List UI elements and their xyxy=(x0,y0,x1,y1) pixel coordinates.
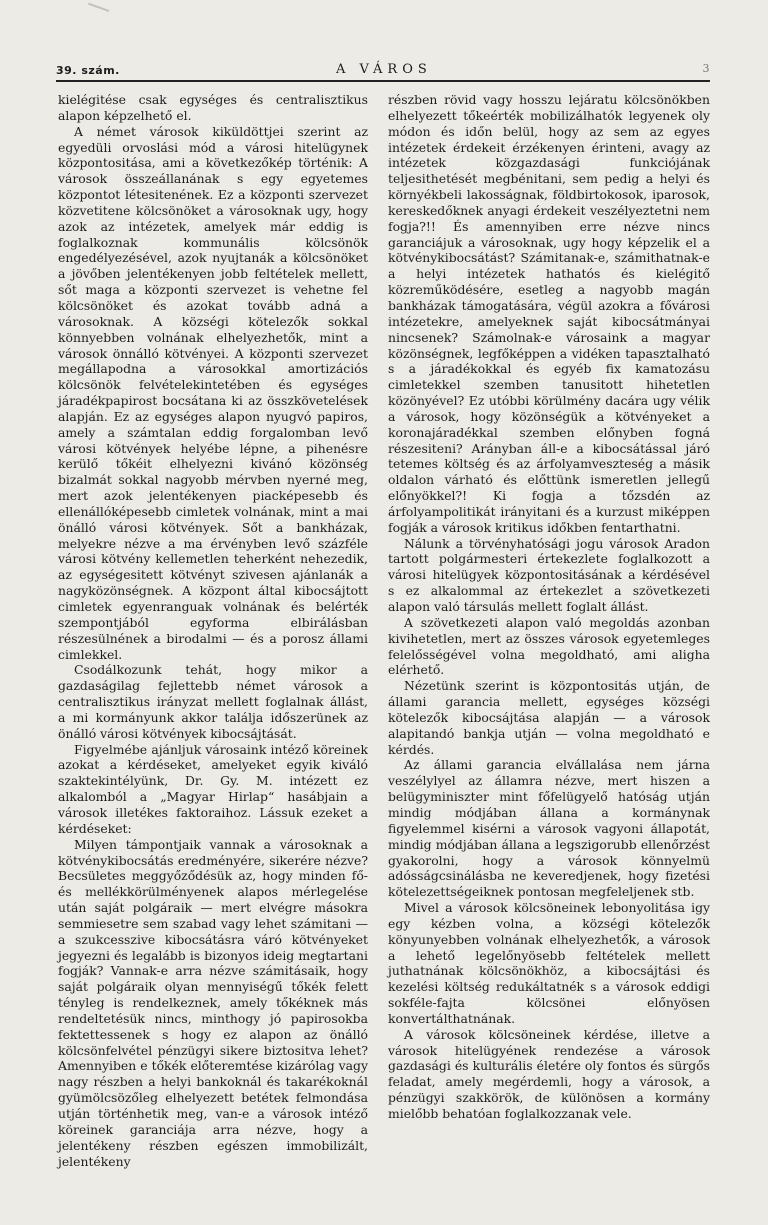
paragraph: Csodálkozunk tehát, hogy mikor a gazdaságilag fejlettebb német városok a centralisztikus irányzat mellett foglalnak állást, a mi kormányunk akkor találja időszerünek az önálló városi kötvények kibocsájtását. xyxy=(58,662,368,741)
paragraph: Figyelmébe ajánljuk városaink intéző köreinek azokat a kérdéseket, amelyeket egyik kiváló szaktekintélyünk, Dr. Gy. M. intézett ez alkalomból a „Magyar Hirlap“ hasábjain a városok illetékes faktoraihoz. Lássuk ezeket a kérdéseket: xyxy=(58,741,368,836)
paragraph: Nálunk a törvényhatósági jogu városok Aradon tartott polgármesteri értekezlete foglalkozott a városi hitelügyek központositásának a kérdésével s ez alkalommal az értekezlet a szövetkezeti alapon való társulás mellett foglalt állást. xyxy=(388,535,710,614)
paragraph: kielégitése csak egységes és centralisztikus alapon képzelhető el. xyxy=(58,92,368,123)
paragraph: A városok kölcsöneinek kérdése, illetve a városok hitelügyének rendezése a városok gazdasági és kulturális életére oly fontos és sürgős feladat, amely megérdemli, hogy a városok, a pénzügyi szakkörök, de különösen a kormány mielőbb behatóan foglalkozzanak vele. xyxy=(388,1026,710,1121)
right-column xyxy=(388,92,710,1122)
print-smudge xyxy=(85,3,110,22)
paragraph: részben rövid vagy hosszu lejáratu kölcsönökben elhelyezett tőkeérték mobilizálhatók legyenek oly módon és időn belül, hogy az sem az egyes intézetek érdekeit érzékenyen érinteni, avagy az intézetek közgazdasági funkciójának teljesithetését megbénitani, sem pedig a helyi és környékbeli lakosságnak, földbirtokosok, iparosok, kereskedőknek anyagi érdekeit veszélyeztetni nem fogja?!! És amennyiben erre nézve nincs garanciájuk a városoknak, ugy hogy képzelik el a kötvénykibocsátást? Számitanak-e, számithatnak-e a helyi intézetek hathatós és kielégitő közreműködésére, esetleg a nagyobb magán bankházak támogatására, végül azokra a fővárosi intézetekre, amelyeknek saját kibocsátmányai nincsenek? Számolnak-e városaink a magyar közönségnek, legfőképpen a vidéken tapasztalható s a járadékokkal és egyéb fix kamatozásu cimletekkel szemben tanusitott hihetetlen közönyével? Ez utóbbi körülmény dacára ugy vélik a városok, hogy közönségük a kötvényeket a koronajáradékkal szemben előnyben fogná részesiteni? Arányban áll-e a kibocsátással járó tetemes költség és az árfolyamveszteség a másik oldalon várható és előttünk ismeretlen jellegű előnyökkel?! Ki fogja a tőzsdén az árfolyampolitikát irányitani és a kurzust miképpen fogják a városok kritikus időkben fentarthatni. xyxy=(388,92,710,535)
paragraph: Az állami garancia elvállalása nem járna veszélylyel az államra nézve, mert hiszen a belügyminiszter mint főfelügyelő hatóság utján mindig módjában állana a kormánynak figyelemmel kisérni a városok vagyoni állapotát, mindig módjában állana a legszigorubb ellenőrzést gyakorolni, hogy a városok könnyelmü adósságcsinálásba ne keveredjenek, hogy fizetési kötelezettségeiknek pontosan megfeleljenek stb. xyxy=(388,757,710,900)
paragraph: Mivel a városok kölcsöneinek lebonyolitása igy egy kézben volna, a községi kötelezők könyunyebben volnának elhelyezhetők, a városok a lehető legelőnyösebb feltételek mellett juthatnának kölcsönökhöz, a kibocsájtási és kezelési költség redukáltatnék s a városok eddigi sokféle-fajta kölcsönei előnyösen konvertálthatnának. xyxy=(388,900,710,1026)
page-header xyxy=(56,60,710,82)
header-rule xyxy=(56,80,710,82)
paragraph: A szövetkezeti alapon való megoldás azonban kivihetetlen, mert az összes városok egyetemleges felelősségével volna megoldható, ami aligha elérhető. xyxy=(388,614,710,678)
paragraph: A német városok kiküldöttjei szerint az egyedüli orvoslási mód a városi hitelügynek központositása, ami a következőkép történik: A városok összeállanának s egy egyetemes központot létesitenének. Ez a központi szervezet közvetitene kölcsönöket a városoknak ugy, hogy azok az intézetek, amelyek már eddig is foglalkoznak kommunális kölcsönök engedélyezésével, azok nyujtanák a kölcsönöket a jövőben jelentékenyen jobb feltételek mellett, sőt maga a központi szervezet is vehetne fel kölcsönöket és azokat tovább adná a városoknak. A községi kötelezők sokkal könnyebben volnának elhelyezhetők, mint a városok önnálló kötvényei. A központi szervezet megállapodna a városokkal amortizációs kölcsönök felvételekintetében és egységes járadékpapirost bocsátana ki az összkövetelések alapján. Ez az egységes alapon nyugvó papiros, amely a számtalan eddig forgalomban levő városi kötvények helyébe lépne, a pihenésre kerülő tőkéit elhelyezni kivánó közönség bizalmát sokkal nagyobb mérvben nyerné meg, mert azok jelentékenyen piacképesebb és ellenállóképesebb cimletek volnának, mint a mai önálló városi kötvények. Sőt a bankházak, melyekre nézve a ma érvényben levő százféle városi kötvény kellemetlen teherként nehezedik, az egységesitett kötvényt szivesen ajánlanák a nagyközönségnek. A központ által kibocsájtott cimletek egyenranguak volnának és belérték szempontjából egyforma elbirálásban részesülnének a birodalmi — és a porosz állami cimlekkel. xyxy=(58,123,368,662)
paragraph: Milyen támpontjaik vannak a városoknak a kötvénykibocsátás eredményére, sikerére nézve? Becsületes meggyőződésük az, hogy minden fő- és mellékkörülményenek alapos mérlegelése után saját polgáraik — mert elvégre másokra semmiesetre sem szabad vagy lehet számitani — a szukcesszive kibocsátásra váró kötvényeket jegyezni és legalább is bizonyos ideig megtartani fogják? Vannak-e arra nézve számitásaik, hogy saját polgáraik olyan mennyiségű tőkék felett tényleg is rendelkeznek, amely tőkéknek más rendeltetésük nincs, minthogy jó papirosokba fektettessenek s hogy ez alapon az önálló kölcsönfelvétel pénzügyi sikere biztositva lehet? Amennyiben e tőkék előteremtése kizárólag vagy nagy részben a helyi bankoknál és takarékoknál gyümölcsözőleg elhelyezett betétek felmondása utján történhetik meg, van-e a városok intéző köreinek garanciája arra nézve, hogy a jelentékeny részben egészen immobilizált, jelentékeny xyxy=(58,836,368,1169)
left-column xyxy=(58,92,368,1169)
page-number: 3 xyxy=(702,62,710,75)
journal-title: A VÁROS xyxy=(336,62,432,77)
issue-number: 39. szám. xyxy=(56,64,120,77)
paragraph: Nézetünk szerint is központositás utján, de állami garancia mellett, egységes községi kötelezők kibocsájtása alapján — a városok alapitandó bankja utján — volna megoldható e kérdés. xyxy=(388,678,710,757)
